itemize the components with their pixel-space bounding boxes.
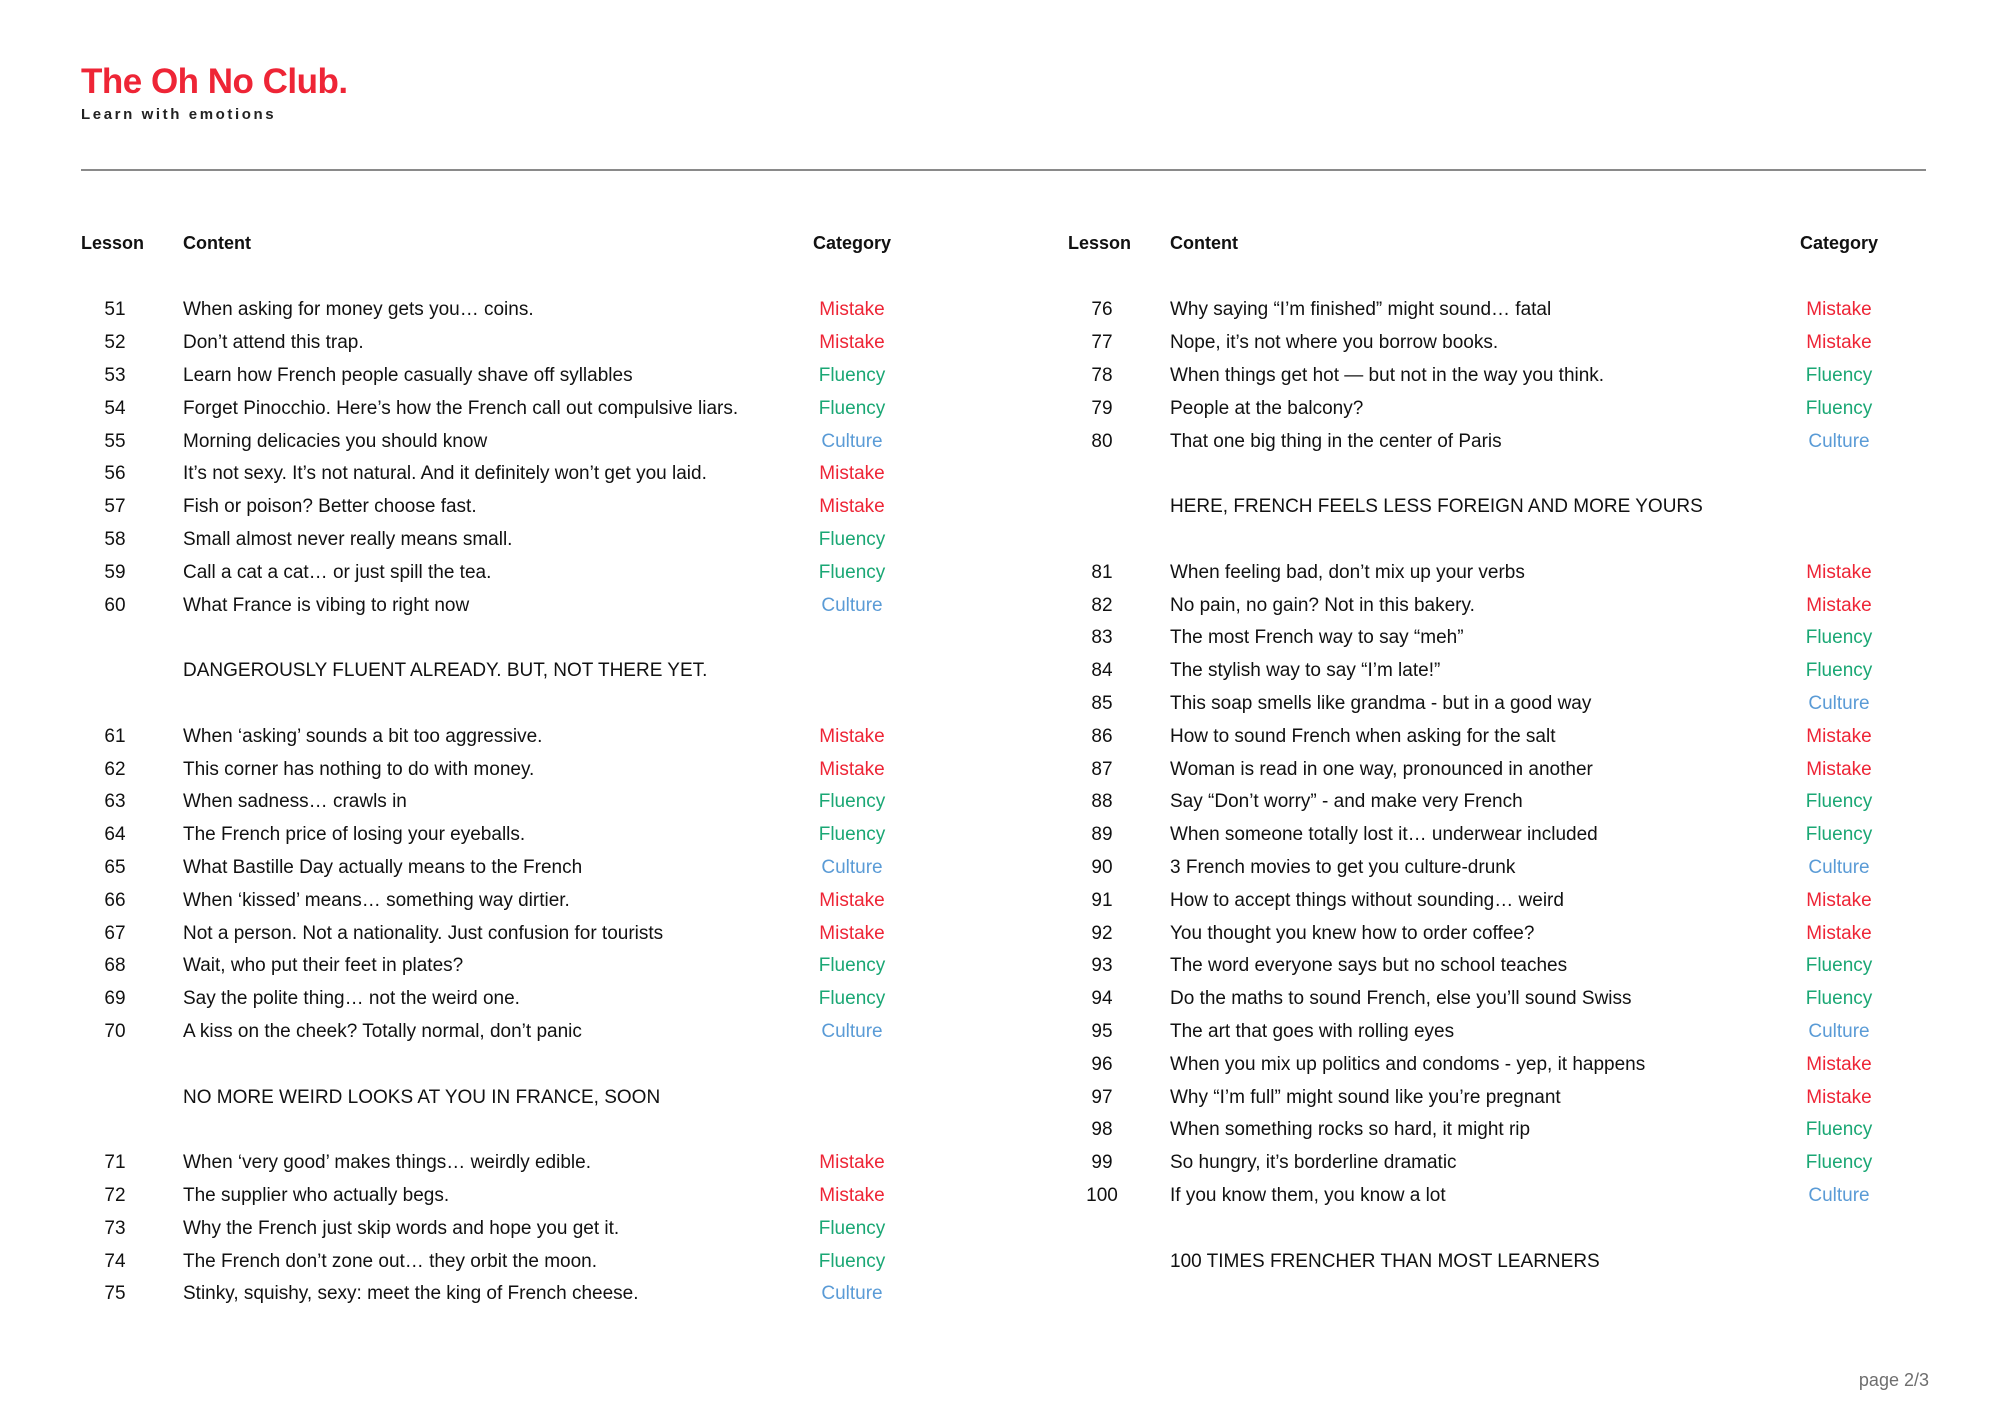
table-row [81, 392, 911, 425]
section-label: DANGEROUSLY FLUENT ALREADY. BUT, NOT THERE YET. [183, 660, 708, 682]
table-row [1068, 819, 1898, 852]
table-row [1068, 852, 1898, 885]
lesson-number: 69 [104, 988, 126, 1010]
lesson-number: 81 [1091, 561, 1113, 583]
table-row [1068, 1180, 1898, 1213]
lesson-number: 72 [104, 1184, 126, 1206]
category-label: Culture [821, 430, 883, 452]
category-label: Fluency [818, 1250, 886, 1272]
table-row [81, 327, 911, 360]
lesson-number: 97 [1091, 1086, 1113, 1108]
table-row [1068, 392, 1898, 425]
category-label: Mistake [819, 1184, 885, 1206]
section-heading [81, 1081, 911, 1114]
lesson-content: The French don’t zone out… they orbit the moon. [183, 1250, 598, 1272]
category-label: Mistake [1806, 889, 1872, 911]
table-row [1068, 1114, 1898, 1147]
lesson-number: 96 [1091, 1053, 1113, 1075]
lesson-number: 56 [104, 463, 126, 485]
category-label: Culture [1808, 692, 1870, 714]
category-label: Mistake [1806, 1086, 1872, 1108]
lesson-content: Why saying “I’m finished” might sound… fatal [1170, 299, 1552, 321]
lesson-number: 75 [104, 1283, 126, 1305]
section-label: 100 TIMES FRENCHER THAN MOST LEARNERS [1170, 1250, 1600, 1272]
category-label: Fluency [818, 791, 886, 813]
lesson-content: It’s not sexy. It’s not natural. And it definitely won’t get you laid. [183, 463, 707, 485]
category-label: Fluency [1805, 824, 1873, 846]
lesson-content: Forget Pinocchio. Here’s how the French call out compulsive liars. [183, 397, 739, 419]
lesson-content: That one big thing in the center of Paris [1170, 430, 1502, 452]
category-label: Fluency [1805, 791, 1873, 813]
lesson-number: 80 [1091, 430, 1113, 452]
lesson-number: 86 [1091, 725, 1113, 747]
table-row [81, 720, 911, 753]
table-row [81, 786, 911, 819]
row-spacer [81, 1114, 911, 1147]
lesson-content: When something rocks so hard, it might rip [1170, 1119, 1531, 1141]
lesson-number: 67 [104, 922, 126, 944]
lesson-number: 57 [104, 496, 126, 518]
lesson-number: 53 [104, 364, 126, 386]
lesson-number: 54 [104, 397, 126, 419]
lesson-table-left [81, 223, 911, 1311]
lesson-number: 51 [104, 299, 126, 321]
lesson-number: 61 [104, 725, 126, 747]
category-label: Culture [1808, 1184, 1870, 1206]
table-row [81, 360, 911, 393]
table-row [81, 491, 911, 524]
category-label: Fluency [818, 824, 886, 846]
table-row [1068, 589, 1898, 622]
lesson-number: 65 [104, 856, 126, 878]
table-row [81, 884, 911, 917]
lesson-content: Say the polite thing… not the weird one. [183, 988, 520, 1010]
category-label: Mistake [819, 758, 885, 780]
lesson-content: The most French way to say “meh” [1170, 627, 1464, 649]
category-label: Mistake [1806, 1053, 1872, 1075]
category-label: Fluency [818, 955, 886, 977]
lesson-number: 79 [1091, 397, 1113, 419]
section-label: NO MORE WEIRD LOOKS AT YOU IN FRANCE, SOON [183, 1086, 661, 1108]
header-category: Category [812, 232, 892, 253]
category-label: Fluency [1805, 660, 1873, 682]
lesson-content: When feeling bad, don’t mix up your verbs [1170, 561, 1525, 583]
table-row [1068, 950, 1898, 983]
category-label: Fluency [1805, 627, 1873, 649]
table-row [1068, 360, 1898, 393]
category-label: Culture [1808, 430, 1870, 452]
row-spacer [1068, 458, 1898, 491]
lesson-content: Fish or poison? Better choose fast. [183, 496, 477, 518]
category-label: Mistake [1806, 922, 1872, 944]
lesson-number: 88 [1091, 791, 1113, 813]
lesson-number: 100 [1086, 1184, 1118, 1206]
row-spacer [1068, 524, 1898, 557]
row-spacer [81, 622, 911, 655]
table-rows [81, 294, 911, 1311]
lesson-content: The French price of losing your eyeballs. [183, 824, 526, 846]
category-label: Fluency [818, 528, 886, 550]
lesson-content: Don’t attend this trap. [183, 332, 364, 354]
lesson-content: Learn how French people casually shave off syllables [183, 364, 633, 386]
category-label: Mistake [1806, 561, 1872, 583]
table-row [1068, 556, 1898, 589]
table-row [1068, 720, 1898, 753]
lesson-content: When things get hot — but not in the way you think. [1170, 364, 1605, 386]
lesson-content: What Bastille Day actually means to the French [183, 856, 583, 878]
lesson-content: Nope, it’s not where you borrow books. [1170, 332, 1499, 354]
row-spacer [81, 1048, 911, 1081]
category-label: Fluency [818, 397, 886, 419]
header-lesson: Lesson [81, 232, 145, 253]
lesson-number: 76 [1091, 299, 1113, 321]
lesson-number: 60 [104, 594, 126, 616]
table-row [81, 524, 911, 557]
table-row [81, 1245, 911, 1278]
header-category: Category [1799, 232, 1879, 253]
table-row [1068, 884, 1898, 917]
lesson-content: When you mix up politics and condoms - yep, it happens [1170, 1053, 1646, 1075]
section-label: HERE, FRENCH FEELS LESS FOREIGN AND MORE YOURS [1170, 496, 1703, 518]
category-label: Mistake [819, 332, 885, 354]
category-label: Mistake [1806, 299, 1872, 321]
lesson-content: People at the balcony? [1170, 397, 1364, 419]
table-row [1068, 655, 1898, 688]
lesson-content: The stylish way to say “I’m late!” [1170, 660, 1441, 682]
lesson-content: Why the French just skip words and hope you get it. [183, 1217, 620, 1239]
lesson-table-right [1068, 223, 1898, 1278]
table-row [81, 425, 911, 458]
lesson-number: 58 [104, 528, 126, 550]
category-label: Mistake [819, 299, 885, 321]
category-label: Fluency [818, 1217, 886, 1239]
lesson-content: No pain, no gain? Not in this bakery. [1170, 594, 1475, 616]
lesson-number: 55 [104, 430, 126, 452]
header-content: Content [183, 232, 251, 253]
category-label: Fluency [1805, 397, 1873, 419]
lesson-number: 62 [104, 758, 126, 780]
category-label: Mistake [819, 463, 885, 485]
lesson-content: How to sound French when asking for the salt [1170, 725, 1556, 747]
lesson-number: 93 [1091, 955, 1113, 977]
lesson-content: Do the maths to sound French, else you’ll sound Swiss [1170, 988, 1632, 1010]
lesson-content: Call a cat a cat… or just spill the tea. [183, 561, 492, 583]
lesson-number: 68 [104, 955, 126, 977]
category-label: Mistake [1806, 725, 1872, 747]
lesson-content: When asking for money gets you… coins. [183, 299, 534, 321]
category-label: Culture [821, 594, 883, 616]
table-row [81, 917, 911, 950]
table-row [1068, 1081, 1898, 1114]
lesson-number: 64 [104, 824, 126, 846]
lesson-content: If you know them, you know a lot [1170, 1184, 1446, 1206]
section-heading [1068, 1245, 1898, 1278]
table-row [81, 556, 911, 589]
table-row [81, 458, 911, 491]
lesson-content: The supplier who actually begs. [183, 1184, 450, 1206]
section-heading [1068, 491, 1898, 524]
category-label: Mistake [819, 889, 885, 911]
table-header [1068, 223, 1898, 263]
lesson-number: 73 [104, 1217, 126, 1239]
lesson-number: 83 [1091, 627, 1113, 649]
brand-subtitle: Learn with emotions [81, 106, 277, 123]
table-row [1068, 983, 1898, 1016]
lesson-content: What France is vibing to right now [183, 594, 470, 616]
lesson-number: 71 [104, 1152, 126, 1174]
category-label: Culture [821, 1283, 883, 1305]
lesson-content: When ‘very good’ makes things… weirdly edible. [183, 1152, 591, 1174]
lesson-number: 82 [1091, 594, 1113, 616]
lesson-number: 78 [1091, 364, 1113, 386]
lesson-content: Say “Don’t worry” - and make very French [1170, 791, 1523, 813]
lesson-content: When someone totally lost it… underwear included [1170, 824, 1598, 846]
table-row [1068, 327, 1898, 360]
category-label: Mistake [819, 922, 885, 944]
category-label: Fluency [818, 561, 886, 583]
lesson-content: How to accept things without sounding… weird [1170, 889, 1564, 911]
lesson-content: This corner has nothing to do with money. [183, 758, 535, 780]
table-row [1068, 622, 1898, 655]
lesson-content: Woman is read in one way, pronounced in another [1170, 758, 1593, 780]
lesson-number: 84 [1091, 660, 1113, 682]
lesson-number: 90 [1091, 856, 1113, 878]
lesson-number: 92 [1091, 922, 1113, 944]
table-row [1068, 1147, 1898, 1180]
lesson-number: 63 [104, 791, 126, 813]
table-row [81, 589, 911, 622]
lesson-number: 74 [104, 1250, 126, 1272]
category-label: Culture [821, 1020, 883, 1042]
lesson-number: 70 [104, 1020, 126, 1042]
lesson-content: Not a person. Not a nationality. Just confusion for tourists [183, 922, 664, 944]
table-row [1068, 917, 1898, 950]
category-label: Fluency [1805, 955, 1873, 977]
section-heading [81, 655, 911, 688]
lesson-number: 99 [1091, 1152, 1113, 1174]
category-label: Fluency [1805, 1152, 1873, 1174]
category-label: Mistake [819, 496, 885, 518]
lesson-content: You thought you knew how to order coffee? [1170, 922, 1535, 944]
lesson-number: 59 [104, 561, 126, 583]
category-label: Fluency [818, 364, 886, 386]
category-label: Fluency [818, 988, 886, 1010]
category-label: Mistake [1806, 332, 1872, 354]
header-lesson: Lesson [1068, 232, 1132, 253]
table-row [1068, 1048, 1898, 1081]
lesson-number: 85 [1091, 692, 1113, 714]
lesson-content: This soap smells like grandma - but in a good way [1170, 692, 1592, 714]
table-row [81, 1016, 911, 1049]
brand-block [81, 60, 348, 125]
brand-title: The Oh No Club. [81, 62, 348, 101]
page-number: page 2/3 [1858, 1370, 1929, 1390]
lesson-content: Small almost never really means small. [183, 528, 513, 550]
table-row [81, 294, 911, 327]
header-content: Content [1170, 232, 1238, 253]
table-row [1068, 294, 1898, 327]
lesson-number: 87 [1091, 758, 1113, 780]
category-label: Culture [821, 856, 883, 878]
row-spacer [1068, 1212, 1898, 1245]
lesson-number: 98 [1091, 1119, 1113, 1141]
lesson-content: A kiss on the cheek? Totally normal, don’t panic [183, 1020, 582, 1042]
lesson-content: Morning delicacies you should know [183, 430, 488, 452]
category-label: Culture [1808, 856, 1870, 878]
category-label: Culture [1808, 1020, 1870, 1042]
row-spacer [81, 688, 911, 721]
table-row [81, 950, 911, 983]
lesson-number: 52 [104, 332, 126, 354]
lesson-number: 94 [1091, 988, 1113, 1010]
table-row [81, 819, 911, 852]
table-row [1068, 753, 1898, 786]
table-row [1068, 1016, 1898, 1049]
category-label: Mistake [1806, 758, 1872, 780]
lesson-content: The word everyone says but no school teaches [1170, 955, 1568, 977]
table-header [81, 223, 911, 263]
category-label: Fluency [1805, 988, 1873, 1010]
lesson-content: 3 French movies to get you culture-drunk [1170, 856, 1516, 878]
lesson-content: The art that goes with rolling eyes [1170, 1020, 1455, 1042]
category-label: Mistake [819, 725, 885, 747]
lesson-number: 95 [1091, 1020, 1113, 1042]
category-label: Fluency [1805, 1119, 1873, 1141]
lesson-content: When ‘asking’ sounds a bit too aggressive. [183, 725, 543, 747]
table-row [81, 753, 911, 786]
lesson-content: Why “I’m full” might sound like you’re pregnant [1170, 1086, 1561, 1108]
lesson-number: 66 [104, 889, 126, 911]
header-divider [81, 169, 1926, 171]
category-label: Mistake [1806, 594, 1872, 616]
table-row [81, 1147, 911, 1180]
table-row [1068, 425, 1898, 458]
table-row [81, 1212, 911, 1245]
lesson-content: Wait, who put their feet in plates? [183, 955, 464, 977]
table-row [81, 1278, 911, 1311]
table-row [1068, 786, 1898, 819]
lesson-content: When ‘kissed’ means… something way dirtier. [183, 889, 570, 911]
lesson-number: 91 [1091, 889, 1113, 911]
table-row [81, 852, 911, 885]
table-row [81, 1180, 911, 1213]
table-row [81, 983, 911, 1016]
lesson-content: Stinky, squishy, sexy: meet the king of French cheese. [183, 1283, 639, 1305]
lesson-content: When sadness… crawls in [183, 791, 407, 813]
lesson-number: 89 [1091, 824, 1113, 846]
category-label: Fluency [1805, 364, 1873, 386]
lesson-number: 77 [1091, 332, 1113, 354]
category-label: Mistake [819, 1152, 885, 1174]
table-row [1068, 688, 1898, 721]
lesson-content: So hungry, it’s borderline dramatic [1170, 1152, 1457, 1174]
table-rows [1068, 294, 1898, 1278]
